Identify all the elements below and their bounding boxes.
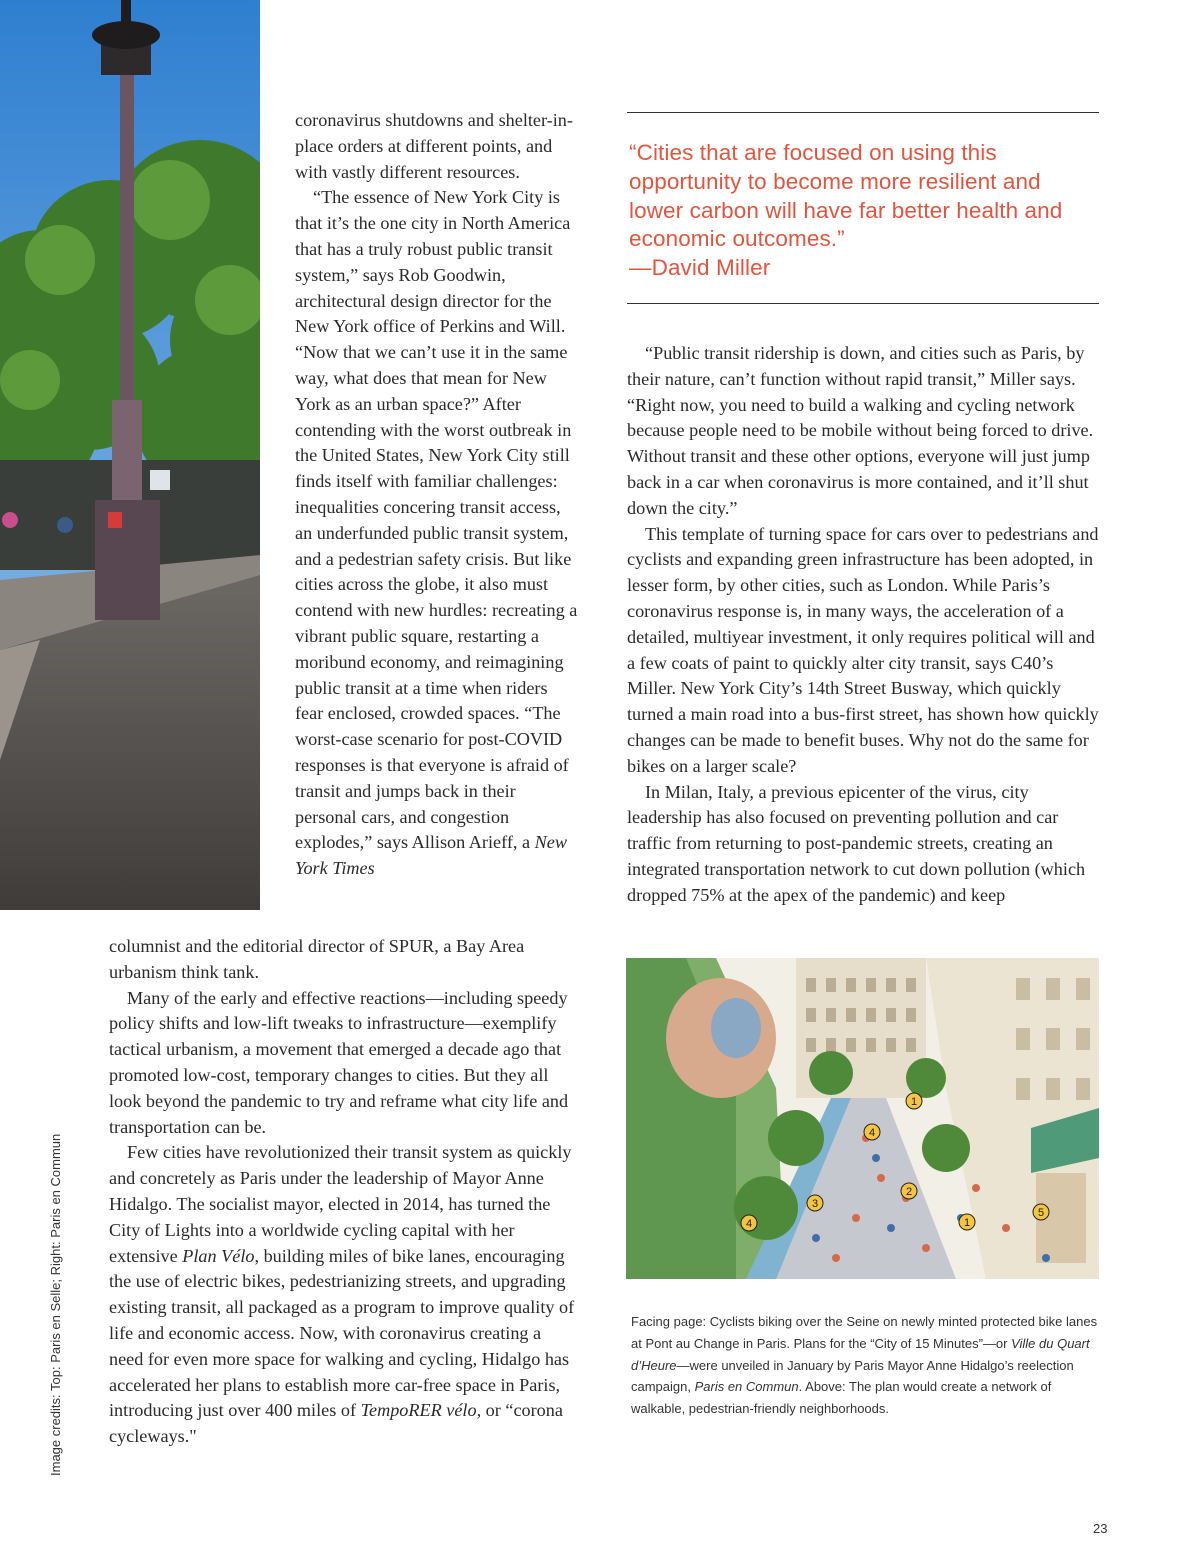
paragraph-text: , building miles of bike lanes, encouraging the use of electric bikes, pedestrianizing streets, and upgrading existing transit, all packaged as a program to improve quality of life and economic access. Now, with coronavirus creating a need for even more space for walking and cycling, Hidalgo has accelerated her plans to establish more car-free space in Paris, introducing just over 400 miles of (109, 1245, 575, 1421)
map-marker (1033, 1204, 1049, 1220)
marker-label: 4 (868, 1127, 876, 1139)
city-illustration (626, 958, 1099, 1279)
tempo-rer-title: TempoRER vélo, (360, 1400, 482, 1421)
paragraph (295, 185, 580, 882)
caption-text: . Above: The plan would create a network of walkable, pedestrian-friendly neighborhoods. (631, 1379, 1052, 1417)
marker-label: 4 (745, 1218, 753, 1230)
paragraph-text: Few cities have revolutionized their transit system as quickly and concretely as Paris under the leadership of Mayor Anne Hidalgo. The socialist mayor, elected in 2014, has turned the City of Lights into a worldwide cycling capital with her extensive (109, 1142, 572, 1266)
caption-em: Paris en Commun (694, 1379, 799, 1395)
pullquote-bottom-rule (627, 303, 1099, 304)
plan-velo-title: Plan Vélo (182, 1245, 255, 1266)
image-caption (631, 1311, 1101, 1420)
column-1-top (295, 108, 580, 882)
map-marker (864, 1124, 880, 1140)
map-marker (959, 1214, 975, 1230)
map-marker (741, 1215, 757, 1231)
page-number: 23 (1093, 1521, 1108, 1536)
map-marker (906, 1093, 922, 1109)
paragraph: Many of the early and effective reactions—including speedy policy shifts and low-lift tweaks to infrastructure—exemplify tactical urbanism, a movement that emerged a decade ago that promoted low-cost, temporary changes to cities. But they all look beyond the pandemic to try and reframe what city life and transportation can be. (109, 987, 569, 1137)
column-1-bottom (109, 934, 579, 1450)
marker-label: 5 (1037, 1207, 1045, 1219)
column-2 (627, 341, 1099, 909)
marker-label: 2 (905, 1186, 913, 1198)
paragraph (109, 1140, 579, 1450)
publication-name: New York Times (295, 832, 567, 879)
map-marker (807, 1195, 823, 1211)
caption-text: —were unveiled in January by Paris Mayor Anne Hidalgo’s reelection campaign, (631, 1357, 1074, 1395)
marker-label: 1 (963, 1217, 971, 1229)
image-credits: Image credits: Top: Paris en Selle; Right: Paris en Commun (48, 1133, 63, 1476)
pullquote-top-rule (627, 112, 1099, 113)
paragraph: In Milan, Italy, a previous epicenter of the virus, city leadership has also focused on preventing pollution and car traffic from returning to post-pandemic streets, creating an integrated transportation network to cut down pollution (which dropped 75% at the apex of the pandemic) and keep (627, 781, 1086, 905)
paragraph: “Public transit ridership is down, and cities such as Paris, by their nature, can’t function without rapid transit,” Miller says. “Right now, you need to build a walking and cycling network because people need to be mobile without being forced to drive. Without transit and these other options, everyone will just jump back in a car when coronavirus is more contained, and it’ll shut down the city.” (627, 343, 1094, 518)
pullquote (629, 139, 1099, 283)
street-lamp-photo (0, 0, 260, 910)
pullquote-attribution: —David Miller (629, 255, 771, 281)
caption-em: Ville du Quart d’Heure (631, 1335, 1090, 1373)
paragraph: columnist and the editorial director of SPUR, a Bay Area urbanism think tank. (109, 936, 525, 982)
pullquote-text: “Cities that are focused on using this opportunity to become more resilient and lower carbon will have far better health and economic outcomes.” (629, 140, 1063, 252)
caption-text: Facing page: Cyclists biking over the Seine on newly minted protected bike lanes at Pont au Change in Paris. Plans for the “City of 15 Minutes”—or (631, 1314, 1098, 1351)
map-marker (901, 1183, 917, 1199)
paragraph-text: “The essence of New York City is that it’s the one city in North America that has a truly robust public transit system,” says Rob Goodwin, architectural design director for the New York office of Perkins and Will. “Now that we can’t use it in the same way, what does that mean for New York as an urban space?” After contending with the worst outbreak in the United States, New York City still finds itself with familiar challenges: inequalities concering transit access, an underfunded public transit system, and a pedestrian safety crisis. But like cities across the globe, it also must contend with new hurdles: recreating a vibrant public square, restarting a moribund economy, and reimagining public transit at a time when riders fear enclosed, crowded spaces. “The worst-case scenario for post-COVID responses is that everyone is afraid of transit and jumps back in their personal cars, and congestion explodes,” says Allison Arieff, a (295, 187, 578, 853)
paragraph: This template of turning space for cars over to pedestrians and cyclists and expanding green infrastructure has been adopted, in lesser form, by other cities, such as London. While Paris’s coronavirus response is, in many ways, the acceleration of a detailed, multiyear investment, it only requires political will and a few coats of paint to quickly alter city transit, says C40’s Miller. New York City’s 14th Street Busway, which quickly turned a main road into a bus-first street, has shown how quickly changes can be made to benefit buses. Why not do the same for bikes on a larger scale? (627, 523, 1099, 776)
paragraph: coronavirus shutdowns and shelter-in-place orders at different points, and with vastly different resources. (295, 110, 573, 182)
paragraph-text: or “corona cycleways." (109, 1400, 563, 1447)
marker-label: 1 (910, 1096, 918, 1108)
marker-label: 3 (811, 1198, 819, 1210)
